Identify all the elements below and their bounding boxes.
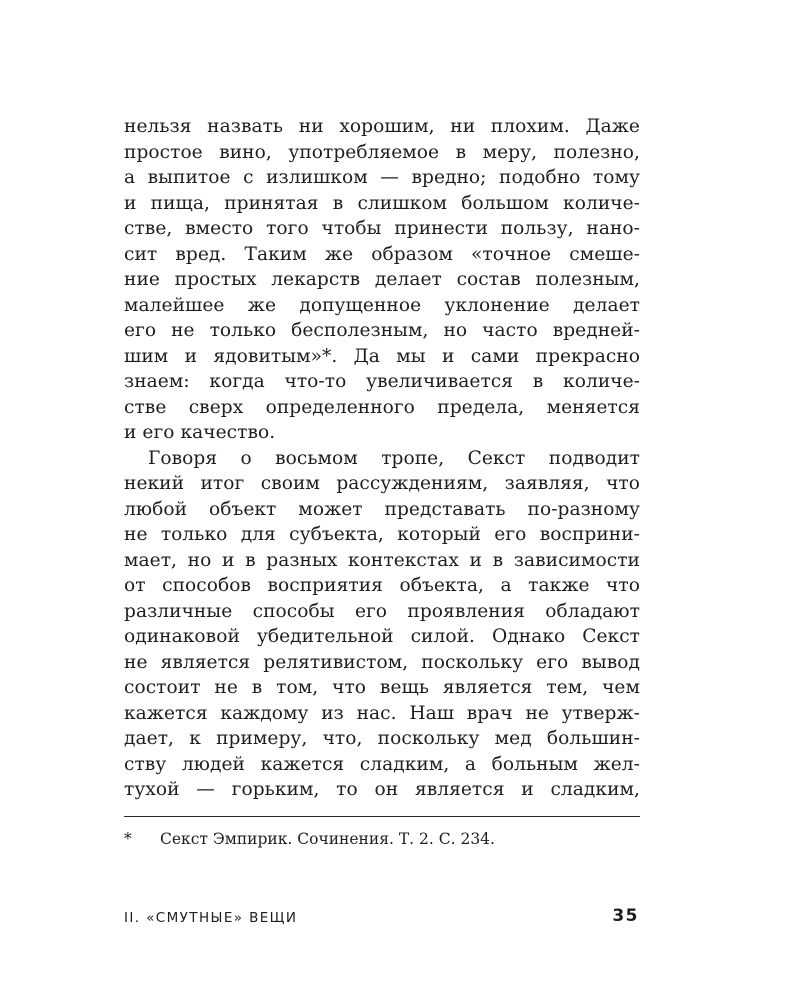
- body-line: некий итог своим рассуждениям, заявляя, что: [124, 473, 640, 494]
- body-line: знаем: когда что-то увеличивается в количе-: [124, 371, 640, 392]
- footnote-text: Секст Эмпирик. Сочинения. Т. 2. С. 234.: [160, 830, 495, 848]
- paragraph-end-line: и его качество.: [124, 422, 276, 443]
- body-line: его не только бесполезным, но часто вредней-: [124, 320, 640, 341]
- body-line: а выпитое с излишком — вредно; подобно тому: [124, 167, 640, 188]
- body-line: мает, но и в разных контекстах и в зависимости: [124, 549, 640, 571]
- body-line: тухой — горьким, то он является и сладким,: [124, 779, 640, 800]
- body-line: ству людей кажется сладким, а больным жел-: [124, 753, 640, 775]
- body-line: от способов восприятия объекта, а также что: [124, 575, 640, 596]
- body-line: ние простых лекарств делает состав полезным,: [124, 269, 640, 290]
- body-line: состоит не в том, что вещь является тем, чем: [124, 677, 640, 698]
- body-line: стве сверх определенного предела, меняется: [124, 396, 640, 418]
- body-line: различные способы его проявления обладают: [124, 600, 640, 622]
- body-line: одинаковой убедительной силой. Однако Секст: [124, 626, 640, 647]
- body-line: малейшее же допущенное уклонение делает: [124, 294, 640, 316]
- running-head: II. «СМУТНЫЕ» ВЕЩИ: [124, 910, 298, 926]
- body-line: сит вред. Таким же образом «точное смеше-: [124, 243, 640, 265]
- paragraph-start-line: Говоря о восьмом тропе, Секст подводит: [148, 447, 640, 469]
- page-number: 35: [612, 906, 639, 926]
- body-line: шим и ядовитым»*. Да мы и сами прекрасно: [124, 345, 640, 367]
- body-line: любой объект может представать по-разному: [124, 498, 640, 520]
- footnote-divider: [124, 816, 640, 817]
- body-line: дает, к примеру, что, поскольку мед большин-: [124, 728, 640, 749]
- body-line: кажется каждому из нас. Наш врач не утверж-: [124, 702, 640, 724]
- body-line: не только для субъекта, который его восприни-: [124, 524, 640, 545]
- footnote: [124, 828, 640, 850]
- body-line: нельзя назвать ни хорошим, ни плохим. Даже: [124, 116, 640, 137]
- body-line: не является релятивистом, поскольку его вывод: [124, 651, 640, 673]
- body-line: стве, вместо того чтобы принести пользу, нано-: [124, 218, 640, 239]
- body-text: [124, 114, 640, 803]
- footnote-mark: *: [124, 830, 132, 848]
- body-line: простое вино, употребляемое в меру, полезно,: [124, 141, 640, 163]
- body-line: и пища, принятая в слишком большом количе-: [124, 192, 640, 214]
